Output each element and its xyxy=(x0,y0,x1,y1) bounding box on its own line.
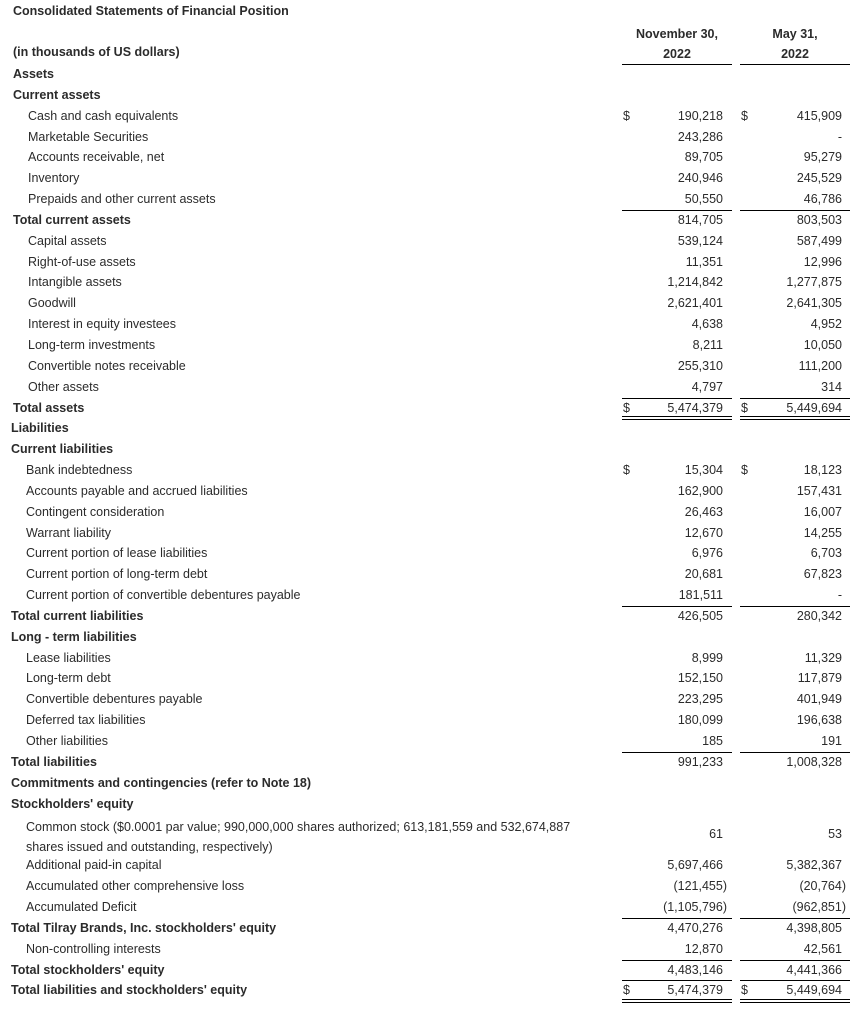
row-label: Convertible debentures payable xyxy=(26,692,203,707)
table-row xyxy=(0,876,860,897)
column-header-line1: May 31, xyxy=(772,27,818,41)
row-label: Accumulated Deficit xyxy=(26,900,137,915)
row-label: Other liabilities xyxy=(26,734,108,748)
value-nov-2022: 255,310 xyxy=(677,358,723,373)
row-label: Warrant liability xyxy=(26,525,111,540)
value-nov-2022: 4,470,276 xyxy=(667,920,723,935)
value-may-2022: 415,909 xyxy=(796,108,842,123)
row-label: Current portion of long-term debt xyxy=(26,567,208,582)
table-row xyxy=(0,752,860,773)
subtotal-rule xyxy=(740,960,850,961)
value-may-2022: 4,398,805 xyxy=(786,920,842,935)
table-row xyxy=(0,231,860,252)
row-label: Prepaids and other current assets xyxy=(28,192,216,207)
value-nov-2022: 61 xyxy=(709,827,723,842)
row-label: Additional paid-in capital xyxy=(26,858,162,873)
row-label: Current liabilities xyxy=(11,442,114,457)
table-row xyxy=(0,252,860,273)
currency-symbol: $ xyxy=(741,400,748,415)
value-nov-2022: 426,505 xyxy=(677,608,723,623)
table-row xyxy=(0,314,860,335)
value-nov-2022: (1,105,796) xyxy=(663,900,727,915)
value-nov-2022: 4,483,146 xyxy=(667,962,723,977)
units-label: (in thousands of US dollars) xyxy=(13,45,180,59)
row-label: Other assets xyxy=(28,379,99,394)
statement-title: Consolidated Statements of Financial Position xyxy=(13,4,289,18)
table-row xyxy=(0,731,860,752)
value-nov-2022: 50,550 xyxy=(684,192,723,207)
column-header-line2: 2022 xyxy=(663,47,691,61)
value-may-2022: 4,441,366 xyxy=(786,962,842,977)
table-row xyxy=(0,585,860,606)
table-row xyxy=(0,64,860,85)
table-row xyxy=(0,106,860,127)
row-label: Accounts payable and accrued liabilities xyxy=(26,483,248,498)
value-nov-2022: 991,233 xyxy=(677,754,723,769)
value-nov-2022: 223,295 xyxy=(677,692,723,707)
value-may-2022: 14,255 xyxy=(803,525,842,540)
row-label: Current assets xyxy=(13,87,101,102)
table-row xyxy=(0,85,860,106)
table-row xyxy=(0,897,860,918)
value-may-2022: 67,823 xyxy=(803,567,842,582)
row-label: Non-controlling interests xyxy=(26,941,161,956)
row-label: Current portion of lease liabilities xyxy=(26,546,208,561)
value-may-2022: 111,200 xyxy=(798,358,842,373)
row-label: Lease liabilities xyxy=(26,650,111,665)
table-row xyxy=(0,773,860,794)
value-nov-2022: 1,214,842 xyxy=(667,275,723,290)
table-row xyxy=(0,335,860,356)
value-may-2022: 117,879 xyxy=(797,671,842,686)
table-row xyxy=(0,918,860,939)
currency-symbol: $ xyxy=(741,108,748,123)
subtotal-rule xyxy=(740,752,850,753)
row-label: Total liabilities xyxy=(11,754,97,769)
row-label: Total current liabilities xyxy=(11,608,144,623)
total-double-rule xyxy=(740,999,850,1003)
value-nov-2022: 190,218 xyxy=(677,108,723,123)
table-row xyxy=(0,606,860,627)
table-row xyxy=(0,689,860,710)
row-label: Current portion of convertible debentures payable xyxy=(26,588,301,603)
value-may-2022: 11,329 xyxy=(804,650,842,665)
row-label: Intangible assets xyxy=(28,275,122,290)
subtotal-rule xyxy=(622,980,732,981)
value-may-2022: 5,449,694 xyxy=(786,400,842,415)
currency-symbol: $ xyxy=(623,983,630,998)
table-row xyxy=(0,980,860,1001)
value-may-2022: 280,342 xyxy=(796,608,842,623)
table-row xyxy=(0,356,860,377)
row-label: Contingent consideration xyxy=(26,504,165,519)
row-label: Total current assets xyxy=(13,212,131,227)
row-label: Commitments and contingencies (refer to Note 18) xyxy=(11,775,312,790)
value-may-2022: 314 xyxy=(821,379,842,394)
row-label: Bank indebtedness xyxy=(26,463,133,478)
value-may-2022: 42,561 xyxy=(803,941,842,956)
table-row xyxy=(0,564,860,585)
subtotal-rule xyxy=(622,960,732,961)
value-nov-2022: 162,900 xyxy=(677,483,723,498)
value-nov-2022: (121,455) xyxy=(673,879,727,894)
table-row xyxy=(0,960,860,981)
subtotal-rule xyxy=(740,398,850,399)
table-row xyxy=(0,627,860,648)
subtotal-rule xyxy=(740,606,850,607)
value-may-2022: 245,529 xyxy=(796,171,842,186)
value-may-2022: 10,050 xyxy=(803,337,842,352)
statement-table xyxy=(0,64,860,1001)
table-row xyxy=(0,189,860,210)
subtotal-rule xyxy=(622,752,732,753)
value-may-2022: (962,851) xyxy=(792,900,846,915)
value-nov-2022: 4,638 xyxy=(691,317,723,332)
value-may-2022: 803,503 xyxy=(796,212,842,227)
table-row xyxy=(0,502,860,523)
row-label: Capital assets xyxy=(28,233,107,248)
value-nov-2022: 11,351 xyxy=(685,254,723,269)
row-label: Inventory xyxy=(28,171,80,186)
value-may-2022: 401,949 xyxy=(796,692,842,707)
value-may-2022: 53 xyxy=(828,827,842,842)
table-row xyxy=(0,398,860,419)
value-nov-2022: 15,304 xyxy=(684,463,723,478)
value-nov-2022: 240,946 xyxy=(677,171,723,186)
row-label: Stockholders' equity xyxy=(11,796,134,811)
table-row xyxy=(0,147,860,168)
table-row xyxy=(0,814,860,855)
row-label: Total liabilities and stockholders' equity xyxy=(11,983,248,998)
value-may-2022: 1,277,875 xyxy=(786,275,842,290)
value-may-2022: 12,996 xyxy=(803,254,842,269)
row-label: Accumulated other comprehensive loss xyxy=(26,879,245,894)
value-may-2022: 196,638 xyxy=(796,713,842,728)
currency-symbol: $ xyxy=(741,463,748,478)
subtotal-rule xyxy=(622,606,732,607)
table-row xyxy=(0,377,860,398)
table-row xyxy=(0,272,860,293)
value-may-2022: 157,431 xyxy=(796,483,842,498)
row-label: Accounts receivable, net xyxy=(28,150,165,165)
value-may-2022: 1,008,328 xyxy=(786,754,842,769)
value-may-2022: 46,786 xyxy=(803,192,842,207)
subtotal-rule xyxy=(740,980,850,981)
value-may-2022: 5,449,694 xyxy=(786,983,842,998)
value-may-2022: 95,279 xyxy=(803,150,842,165)
row-label: Convertible notes receivable xyxy=(28,358,186,373)
table-row xyxy=(0,710,860,731)
currency-symbol: $ xyxy=(623,463,630,478)
table-row xyxy=(0,523,860,544)
value-may-2022: 4,952 xyxy=(810,317,842,332)
value-nov-2022: 8,999 xyxy=(691,650,723,665)
value-may-2022: 587,499 xyxy=(796,233,842,248)
subtotal-rule xyxy=(740,210,850,211)
value-nov-2022: 12,670 xyxy=(684,525,723,540)
currency-symbol: $ xyxy=(741,983,748,998)
value-may-2022: 6,703 xyxy=(810,546,842,561)
column-header-nov-2022 xyxy=(622,24,732,64)
column-header-line1: November 30, xyxy=(636,27,718,41)
value-nov-2022: 814,705 xyxy=(677,212,723,227)
value-nov-2022: 185 xyxy=(702,734,723,748)
table-row xyxy=(0,293,860,314)
row-label: Long-term debt xyxy=(26,671,111,686)
value-may-2022: 16,007 xyxy=(803,504,842,519)
subtotal-rule xyxy=(622,210,732,211)
value-may-2022: - xyxy=(837,588,842,603)
table-row xyxy=(0,481,860,502)
value-nov-2022: 20,681 xyxy=(684,567,723,582)
row-label: Deferred tax liabilities xyxy=(26,713,146,728)
table-row xyxy=(0,168,860,189)
row-label: Liabilities xyxy=(11,421,69,436)
table-row xyxy=(0,210,860,231)
value-may-2022: (20,764) xyxy=(799,879,846,894)
value-nov-2022: 152,150 xyxy=(677,671,723,686)
row-label: Marketable Securities xyxy=(28,129,149,144)
value-may-2022: 191 xyxy=(821,734,842,748)
value-may-2022: 5,382,367 xyxy=(786,858,842,873)
value-nov-2022: 26,463 xyxy=(684,504,723,519)
value-nov-2022: 243,286 xyxy=(677,129,723,144)
table-row xyxy=(0,668,860,689)
column-header-line2: 2022 xyxy=(781,47,809,61)
value-nov-2022: 5,474,379 xyxy=(667,983,723,998)
table-row xyxy=(0,855,860,876)
value-nov-2022: 181,511 xyxy=(678,588,723,603)
value-nov-2022: 8,211 xyxy=(692,337,723,352)
value-nov-2022: 5,697,466 xyxy=(667,858,723,873)
row-label: Long - term liabilities xyxy=(11,629,137,644)
table-row xyxy=(0,439,860,460)
value-nov-2022: 89,705 xyxy=(684,150,723,165)
table-row xyxy=(0,543,860,564)
subtotal-rule xyxy=(622,918,732,919)
table-row xyxy=(0,648,860,669)
row-label: Interest in equity investees xyxy=(28,317,176,332)
table-row xyxy=(0,794,860,815)
currency-symbol: $ xyxy=(623,108,630,123)
row-label: Goodwill xyxy=(28,296,76,311)
value-nov-2022: 5,474,379 xyxy=(667,400,723,415)
value-nov-2022: 539,124 xyxy=(677,233,723,248)
value-nov-2022: 180,099 xyxy=(677,713,723,728)
row-label: Long-term investments xyxy=(28,337,156,352)
value-may-2022: 2,641,305 xyxy=(786,296,842,311)
value-nov-2022: 6,976 xyxy=(691,546,723,561)
row-label: Total stockholders' equity xyxy=(11,962,165,977)
table-row xyxy=(0,460,860,481)
row-label: Total Tilray Brands, Inc. stockholders' equity xyxy=(11,920,277,935)
currency-symbol: $ xyxy=(623,400,630,415)
row-label: Cash and cash equivalents xyxy=(28,108,179,123)
value-may-2022: - xyxy=(837,129,842,144)
row-label: Right-of-use assets xyxy=(28,254,136,269)
value-nov-2022: 12,870 xyxy=(684,941,723,956)
table-row xyxy=(0,939,860,960)
subtotal-rule xyxy=(740,918,850,919)
row-label: Total assets xyxy=(13,400,85,415)
value-may-2022: 18,123 xyxy=(803,463,842,478)
value-nov-2022: 4,797 xyxy=(691,379,723,394)
row-label: Assets xyxy=(13,67,54,81)
column-header-may-2022 xyxy=(740,24,850,64)
table-row xyxy=(0,127,860,148)
value-nov-2022: 2,621,401 xyxy=(667,296,723,311)
subtotal-rule xyxy=(622,398,732,399)
total-double-rule xyxy=(622,999,732,1003)
row-label: Common stock ($0.0001 par value; 990,000,000 shares authorized; 613,181,559 and 532,674,887 shares issued and outstanding, respectively) xyxy=(26,820,571,855)
table-row xyxy=(0,418,860,439)
